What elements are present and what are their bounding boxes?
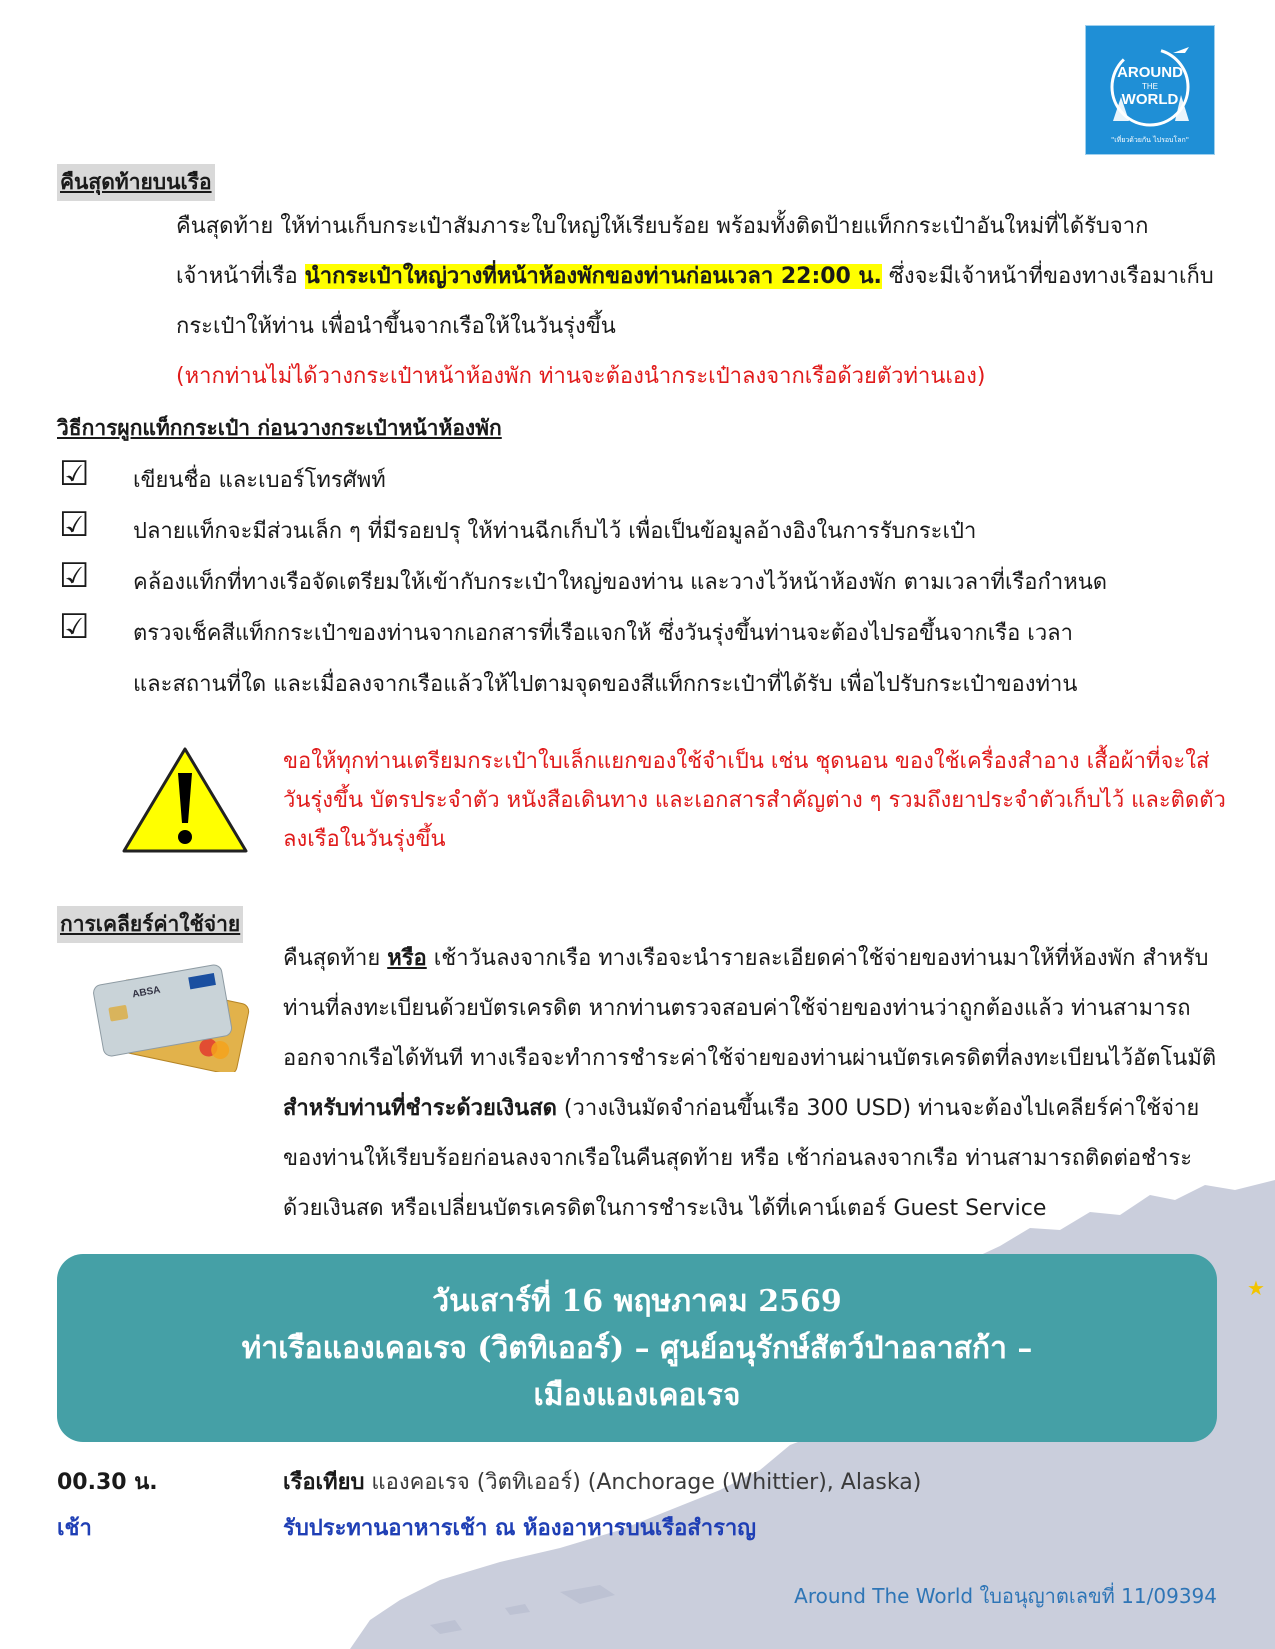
svg-text:THE: THE <box>1142 82 1158 91</box>
svg-text:AROUND: AROUND <box>1117 64 1183 81</box>
expenses-line-6: ด้วยเงินสด หรือเปลี่ยนบัตรเครดิตในการชำระเงิน ได้ที่เคาน์เตอร์ Guest Service <box>283 1196 1047 1221</box>
schedule-time-2: เช้า <box>57 1516 92 1541</box>
warning-line-3: ลงเรือในวันรุ่งขึ้น <box>283 827 446 852</box>
expenses-line-1 <box>283 934 1209 984</box>
last-night-heading: คืนสุดท้ายบนเรือ <box>57 164 215 201</box>
expenses-line-5: ของท่านให้เรียบร้อยก่อนลงจากเรือในคืนสุดท้าย หรือ เช้าก่อนลงจากเรือ ท่านสามารถติดต่อชำระ <box>283 1146 1193 1171</box>
svg-text:WORLD: WORLD <box>1121 91 1179 108</box>
day-banner-route: ท่าเรือแองเคอเรจ (วิตทิเออร์) – ศูนย์อนุรักษ์สัตว์ป่าอลาสก้า – <box>241 1330 1033 1366</box>
schedule-entry-1-bold: เรือเทียบ <box>283 1470 365 1495</box>
logo <box>1085 25 1215 155</box>
schedule-time-1: 00.30 น. <box>57 1470 158 1495</box>
expenses-heading: การเคลียร์ค่าใช้จ่าย <box>57 906 243 943</box>
tag-step-1: เขียนชื่อ และเบอร์โทรศัพท์ <box>133 468 386 493</box>
last-night-line-2-pre: เจ้าหน้าที่เรือ <box>176 264 305 289</box>
day-banner-date: วันเสาร์ที่ 16 พฤษภาคม 2569 <box>432 1283 842 1319</box>
tag-steps-heading: วิธีการผูกแท็กกระเป๋า ก่อนวางกระเป๋าหน้าห้องพัก <box>57 416 502 440</box>
around-the-world-logo-icon <box>1085 25 1215 155</box>
last-night-line-1: คืนสุดท้าย ให้ท่านเก็บกระเป๋าสัมภาระใบใหญ่ให้เรียบร้อย พร้อมทั้งติดป้ายแท็กกระเป๋าอันใหม่ที่ได้รับจาก <box>176 214 1149 239</box>
schedule-entry-1-text: แองคอเรจ (วิตทิเออร์) (Anchorage (Whittier), Alaska) <box>364 1470 922 1495</box>
last-night-line-3: กระเป๋าให้ท่าน เพื่อนำขึ้นจากเรือให้ในวันรุ่งขึ้น <box>176 314 616 339</box>
tag-step-4: ตรวจเช็คสีแท็กกระเป๋าของท่านจากเอกสารที่เรือแจกให้ ซึ่งวันรุ่งขึ้นท่านจะต้องไปรอขึ้นจากเรือ เวลา <box>133 621 1074 646</box>
tag-step-3: คล้องแท็กที่ทางเรือจัดเตรียมให้เข้ากับกระเป๋าใหญ่ของท่าน และวางไว้หน้าห้องพัก ตามเวลาที่เรือกำหนด <box>133 570 1108 595</box>
or-emphasis: หรือ <box>387 946 427 971</box>
svg-text:ABSA: ABSA <box>131 984 162 1001</box>
bag-deadline-highlight: นำกระเป๋าใหญ่วางที่หน้าห้องพักของท่านก่อนเวลา 22:00 น. <box>304 264 882 289</box>
tag-step-2: ปลายแท็กจะมีส่วนเล็ก ๆ ที่มีรอยปรุ ให้ท่านฉีกเก็บไว้ เพื่อเป็นข้อมูลอ้างอิงในการรับกระเป๋า <box>133 519 977 544</box>
checkbox-icon: ☑ <box>59 505 90 545</box>
cash-payment-emphasis: สำหรับท่านที่ชำระด้วยเงินสด <box>283 1096 557 1121</box>
checkbox-icon: ☑ <box>59 454 90 494</box>
warning-triangle-icon <box>120 745 250 855</box>
expenses-line-2: ท่านที่ลงทะเบียนด้วยบัตรเครดิต หากท่านตรวจสอบค่าใช้จ่ายของท่านว่าถูกต้องแล้ว ท่านสามารถ <box>283 996 1191 1021</box>
warning-line-1: ขอให้ทุกท่านเตรียมกระเป๋าใบเล็กแยกของใช้จำเป็น เช่น ชุดนอน ของใช้เครื่องสำอาง เสื้อผ้าที่จะใส่ <box>283 749 1210 774</box>
checkbox-icon: ☑ <box>59 556 90 596</box>
last-night-line-2-post: ซึ่งจะมีเจ้าหน้าที่ของทางเรือมาเก็บ <box>881 264 1214 289</box>
expenses-line-1-post: เช้าวันลงจากเรือ ทางเรือจะนำรายละเอียดค่าใช้จ่ายของท่านมาให้ที่ห้องพัก สำหรับ <box>426 946 1209 971</box>
last-night-note: (หากท่านไม่ได้วางกระเป๋าหน้าห้องพัก ท่านจะต้องนำกระเป๋าลงจากเรือด้วยตัวท่านเอง) <box>176 364 986 389</box>
day-banner-city: เมืองแองเคอเรจ <box>533 1377 741 1413</box>
footer-license: Around The World ใบอนุญาตเลขที่ 11/09394 <box>794 1584 1217 1608</box>
expenses-line-4-post: (วางเงินมัดจำก่อนขึ้นเรือ 300 USD) ท่านจะต้องไปเคลียร์ค่าใช้จ่าย <box>556 1096 1200 1121</box>
warning-line-2: วันรุ่งขึ้น บัตรประจำตัว หนังสือเดินทาง และเอกสารสำคัญต่าง ๆ รวมถึงยาประจำตัวเก็บไว้ และติดตัว <box>283 788 1226 813</box>
tag-step-4-continued: และสถานที่ใด และเมื่อลงจากเรือแล้วให้ไปตามจุดของสีแท็กกระเป๋าที่ได้รับ เพื่อไปรับกระเป๋าของท่าน <box>133 672 1078 697</box>
credit-card-icon <box>85 962 255 1072</box>
schedule-entry-2: รับประทานอาหารเช้า ณ ห้องอาหารบนเรือสำราญ <box>283 1516 756 1541</box>
star-icon: ★ <box>1247 1276 1265 1300</box>
expenses-line-4 <box>283 1084 1199 1134</box>
schedule-entry-1 <box>283 1464 921 1499</box>
expenses-line-1-pre: คืนสุดท้าย <box>283 946 388 971</box>
expenses-line-3: ออกจากเรือได้ทันที ทางเรือจะทำการชำระค่าใช้จ่ายของท่านผ่านบัตรเครดิตที่ลงทะเบียนไว้อัตโนมัติ <box>283 1046 1217 1071</box>
svg-text:"เที่ยวด้วยกัน ไปรอบโลก": "เที่ยวด้วยกัน ไปรอบโลก" <box>1111 136 1189 144</box>
checkbox-icon: ☑ <box>59 607 90 647</box>
day-banner <box>57 1254 1217 1442</box>
last-night-line-2 <box>176 252 1214 302</box>
